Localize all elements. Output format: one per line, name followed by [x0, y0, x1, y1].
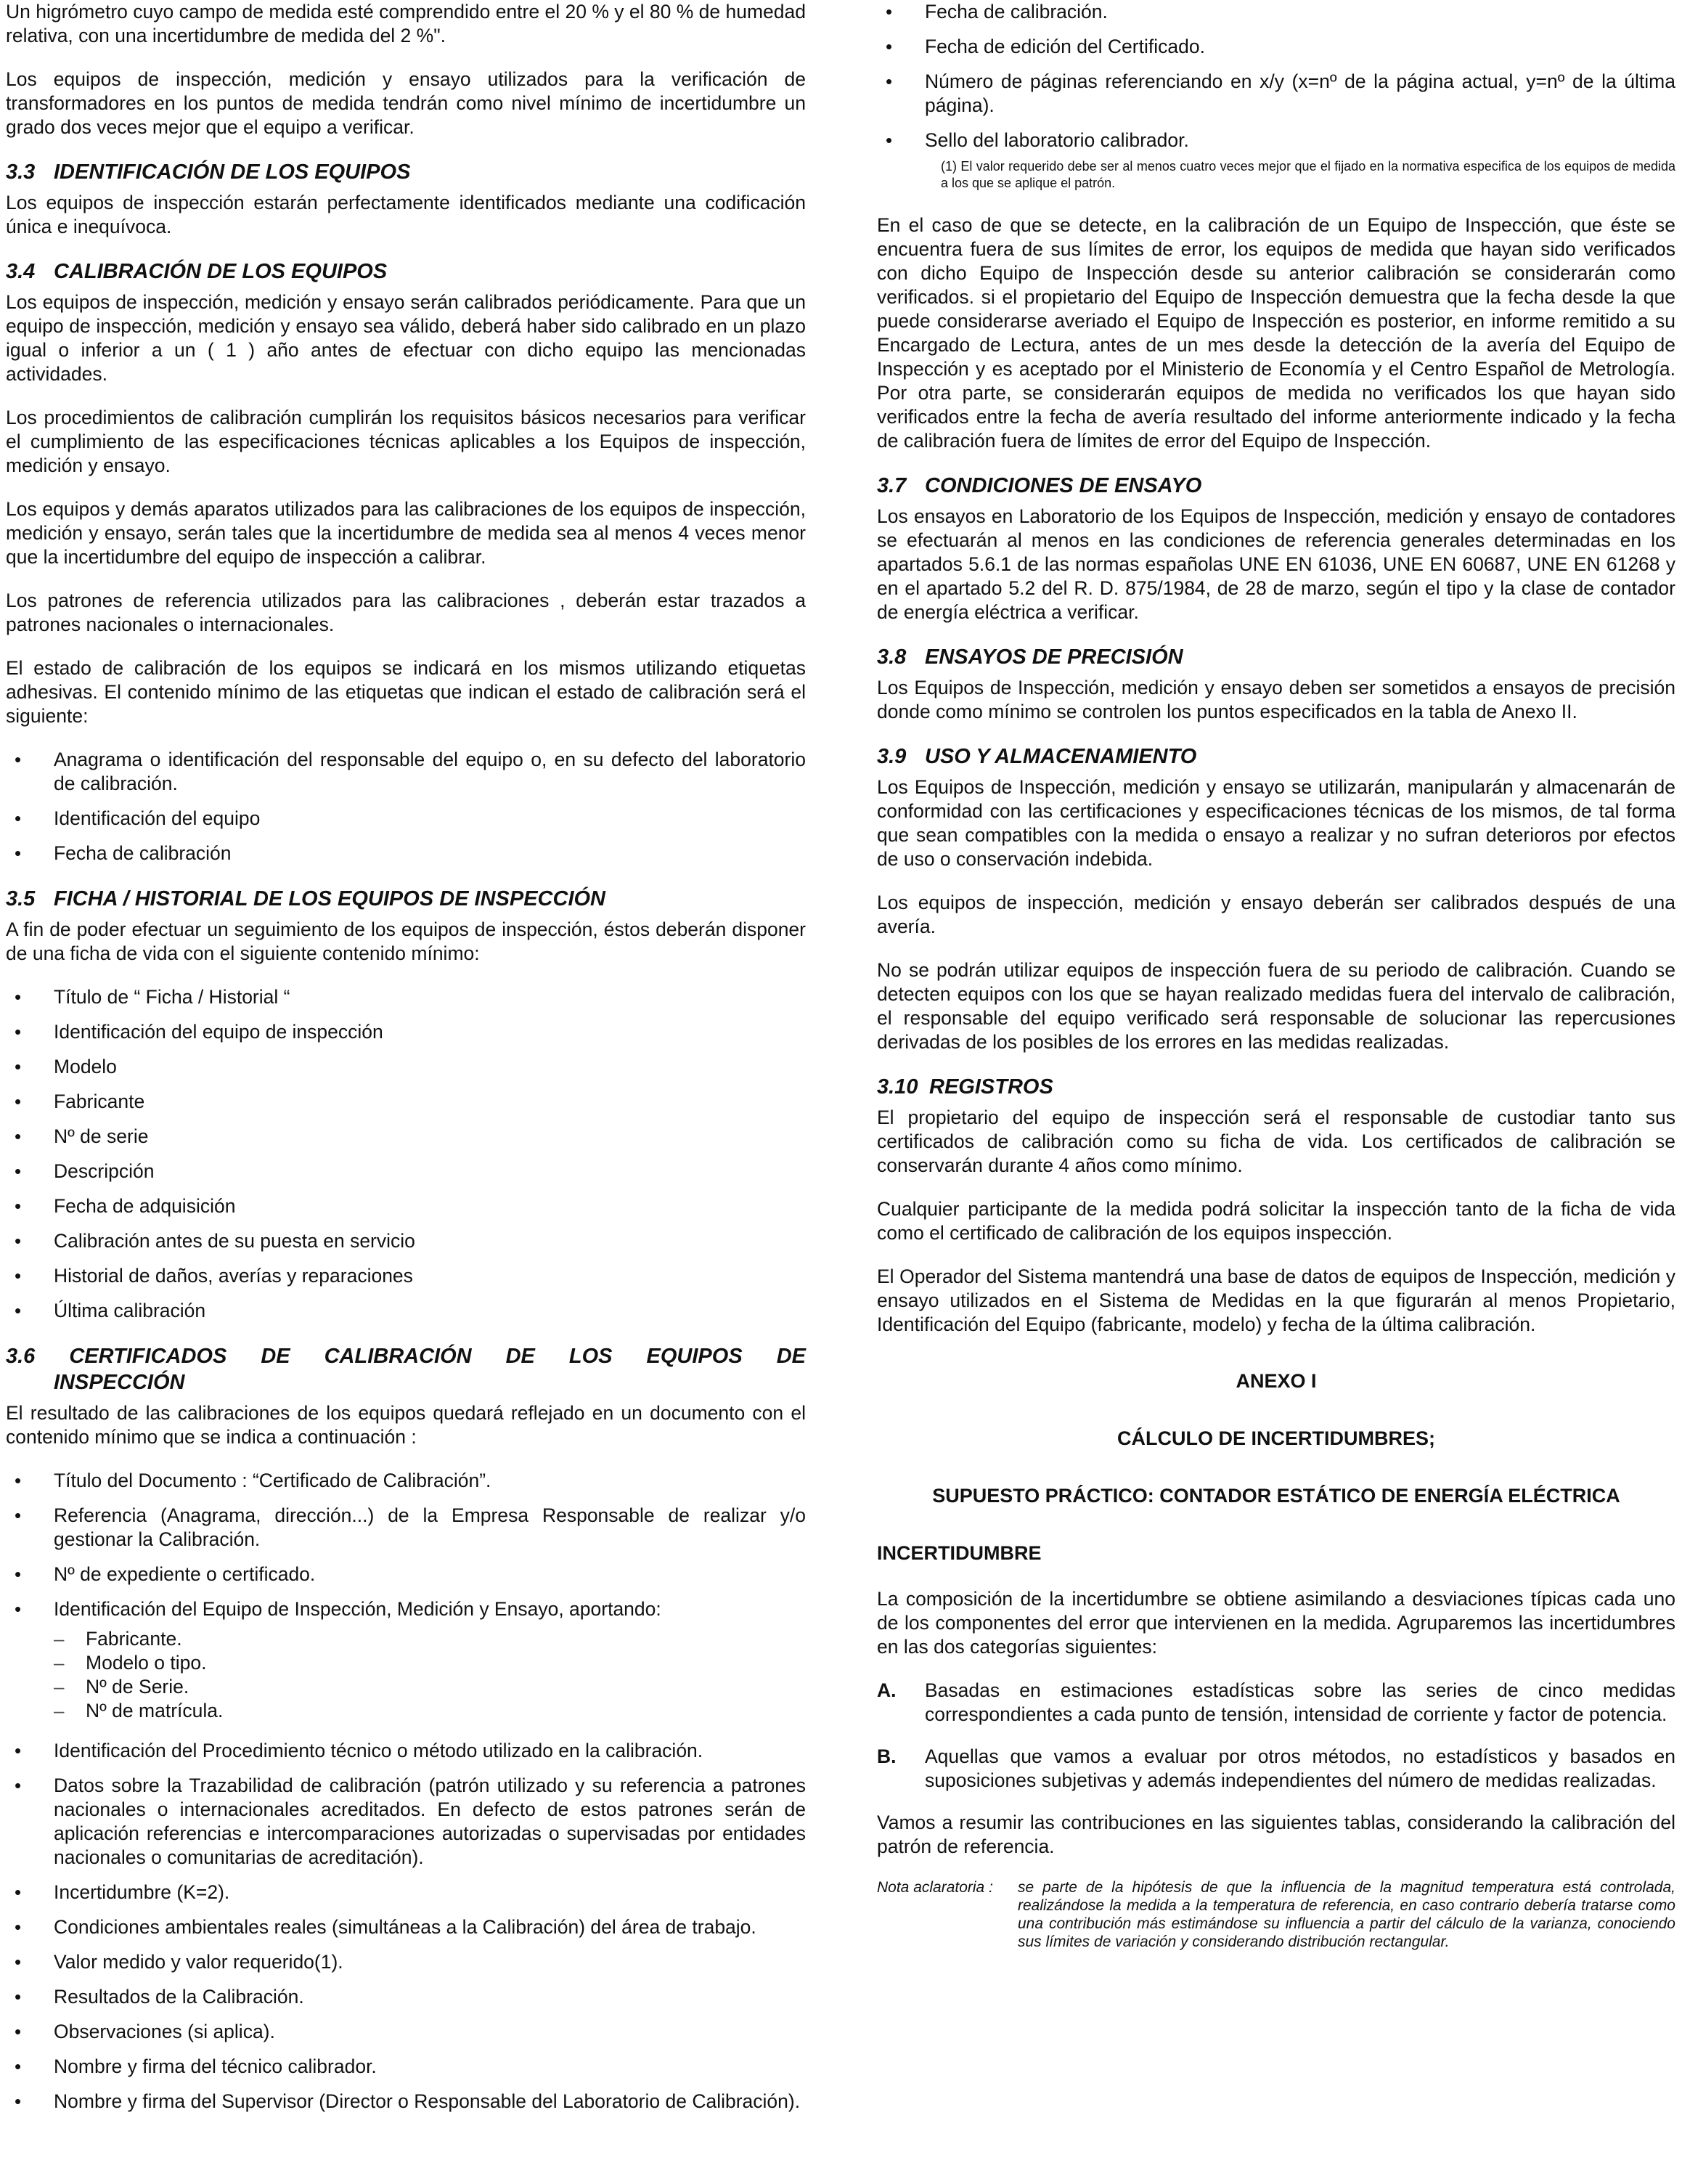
sublist-item: – Nº de matrícula.: [6, 1699, 806, 1723]
section-title-word: DE: [776, 1345, 806, 1368]
section-3-10-paragraph-3: El Operador del Sistema mantendrá una base de datos de equipos de Inspección, medición y ensayo utilizados en el Sistema de Medidas en la que figurarán al menos Propietario, Identificación del Equipo (fabricante, modelo) y fecha de la última calibración.: [877, 1266, 1675, 1335]
section-number: 3.6: [6, 1345, 36, 1368]
section-title-word: EQUIPOS: [646, 1345, 743, 1368]
section-3-7-heading: [877, 473, 1675, 499]
section-3-6-heading-line-2: INSPECCIÓN: [54, 1371, 185, 1394]
list-item: • Nombre y firma del técnico calibrador.: [6, 2055, 806, 2079]
list-item: • Identificación del equipo: [6, 807, 806, 831]
annex-subtitle: CÁLCULO DE INCERTIDUMBRES;: [1117, 1427, 1435, 1449]
list-item: • Título del Documento : “Certificado de Calibración”.: [6, 1469, 806, 1493]
section-title-word: LOS: [568, 1345, 613, 1368]
footnote: (1) El valor requerido debe ser al menos cuatro veces mejor que el fijado en la normativa especifica de los equipos de medida a los que se aplique el patrón.: [941, 159, 1675, 190]
section-3-4-paragraph-4: Los patrones de referencia utilizados para las calibraciones , deberán estar trazados a patrones nacionales o internacionales.: [6, 590, 806, 635]
category-b: [877, 1745, 1675, 1793]
section-number: 3.7: [877, 474, 907, 497]
annex-case-title: SUPUESTO PRÁCTICO: CONTADOR ESTÁTICO DE ENERGÍA ELÉCTRICA: [932, 1485, 1620, 1507]
list-item: • Sello del laboratorio calibrador.: [877, 129, 1675, 152]
annex-title: ANEXO I: [1236, 1370, 1317, 1392]
uncertainty-paragraph-2: Vamos a resumir las contribuciones en las siguientes tablas, considerando la calibración del patrón de referencia.: [877, 1812, 1675, 1857]
list-item: • Modelo: [6, 1055, 806, 1079]
list-item: • Valor medido y valor requerido(1).: [6, 1950, 806, 1974]
section-3-7-paragraph: Los ensayos en Laboratorio de los Equipos de Inspección, medición y ensayo de contadores se efectuarán al menos en las condiciones de referencia generales determinadas en los apartados 5.6.1 de las normas españolas UNE EN 61036, UNE EN 60687, UNE EN 61268 y en el apartado 5.2 del R. D. 875/1984, de 28 de marzo, según el tipo y la clase de contador de energía eléctrica a verificar.: [877, 505, 1675, 623]
section-3-4-paragraph-1: Los equipos de inspección, medición y ensayo serán calibrados periódicamente. Para que un equipo de inspección, medición y ensayo sea válido, deberá haber sido calibrado en un plazo igual o inferior a un ( 1 ) año antes de efectuar con dicho equipo las mencionadas actividades.: [6, 291, 806, 385]
section-3-8-heading: [877, 644, 1675, 670]
section-title-word: CALIBRACIÓN: [324, 1345, 472, 1368]
section-3-4-paragraph-5: El estado de calibración de los equipos se indicará en los mismos utilizando etiquetas adhesivas. El contenido mínimo de las etiquetas que indican el estado de calibración será el siguiente:: [6, 657, 806, 727]
section-3-9-paragraph-1: Los Equipos de Inspección, medición y ensayo se utilizarán, manipularán y almacenarán de conformidad con las certificaciones y especificaciones técnicas de los mismos, de tal forma que sean compatibles con la medida o ensayo a realizar y no sufran deterioros por efectos de uso o conservación indebida.: [877, 776, 1675, 870]
list-item: • Historial de daños, averías y reparaciones: [6, 1264, 806, 1288]
section-3-9-heading: [877, 743, 1675, 770]
section-number: 3.5: [6, 887, 36, 910]
section-title: CONDICIONES DE ENSAYO: [925, 474, 1202, 497]
section-title: IDENTIFICACIÓN DE LOS EQUIPOS: [54, 160, 411, 184]
section-3-6-paragraph: El resultado de las calibraciones de los equipos quedará reflejado en un documento con el contenido mínimo que se indica a continuación :: [6, 1402, 806, 1448]
category-letter: A.: [877, 1679, 897, 1701]
section-3-5-paragraph: A fin de poder efectuar un seguimiento de los equipos de inspección, éstos deberán disponer de una ficha de vida con el siguiente contenido mínimo:: [6, 918, 806, 964]
section-title-word: DE: [261, 1345, 290, 1368]
section-3-10-paragraph-1: El propietario del equipo de inspección será el responsable de custodiar tanto sus certificados de calibración como su ficha de vida. Los certificados de calibración se conservarán durante 4 años como mínimo.: [877, 1107, 1675, 1176]
list-item: • Nº de expediente o certificado.: [6, 1562, 806, 1586]
intro-paragraph-1: Un higrómetro cuyo campo de medida esté comprendido entre el 20 % y el 80 % de humedad relativa, con una incertidumbre de medida del 2 %".: [6, 1, 806, 46]
certificate-contents-list: [6, 1469, 806, 1621]
list-item: • Nº de serie: [6, 1125, 806, 1149]
section-number: 3.4: [6, 260, 36, 283]
section-title-word: DE: [505, 1345, 535, 1368]
category-a: [877, 1679, 1675, 1727]
list-item: • Datos sobre la Trazabilidad de calibración (patrón utilizado y su referencia a patrones nacionales o internacionales acreditados. En defecto de estos patrones serán de aplicación referencias e intercomparaciones autorizadas o supervisadas por entidades nacionales o comunitarias de acreditación).: [6, 1774, 806, 1870]
sublist-item: – Fabricante.: [6, 1627, 806, 1651]
left-column: [6, 0, 806, 2124]
clarifying-note: [877, 1878, 1675, 1951]
uncertainty-heading: INCERTIDUMBRE: [877, 1542, 1042, 1564]
list-item: • Fecha de adquisición: [6, 1194, 806, 1218]
defective-equipment-paragraph: En el caso de que se detecte, en la calibración de un Equipo de Inspección, que éste se encuentra fuera de sus límites de error, los equipos de medida que hayan sido verificados con dicho Equipo de Inspección desde su anterior calibración se considerarán como verificados. si el propietario del Equipo de Inspección demuestra que la fecha desde la que puede considerarse averiado el Equipo de Inspección es posterior, en informe remitido a su Encargado de Lectura, antes de un mes desde la detección de la avería del Equipo de Inspección y es aceptado por el Ministerio de Economía y el Centro Español de Metrología. Por otra parte, se considerarán equipos de medida no verificados los que hayan sido verificados entre la fecha de avería resultado del informe anteriormente indicado y la fecha de calibración fuera de límites de error del Equipo de Inspección.: [877, 214, 1675, 452]
list-item: • Identificación del equipo de inspección: [6, 1020, 806, 1044]
section-title: USO Y ALMACENAMIENTO: [925, 745, 1197, 768]
category-letter: B.: [877, 1745, 897, 1767]
list-item: • Fecha de edición del Certificado.: [877, 35, 1675, 59]
section-number: 3.9: [877, 745, 907, 768]
section-3-3-paragraph: Los equipos de inspección estarán perfectamente identificados mediante una codificación única e inequívoca.: [6, 192, 806, 237]
list-item: • Resultados de la Calibración.: [6, 1985, 806, 2009]
list-item: • Observaciones (si aplica).: [6, 2020, 806, 2044]
section-title: ENSAYOS DE PRECISIÓN: [925, 645, 1183, 669]
list-item: • Fabricante: [6, 1090, 806, 1114]
label-contents-list: [6, 748, 806, 865]
section-number: 3.8: [877, 645, 907, 669]
section-3-3-heading: [6, 159, 806, 185]
section-3-9-paragraph-2: Los equipos de inspección, medición y ensayo deberán ser calibrados después de una avería.: [877, 892, 1675, 937]
note-text: se parte de la hipótesis de que la influencia de la magnitud temperatura está controlada, realizándose la medida a la temperatura de referencia, en caso contrario debería tratarse como una contribución más estimándose su influencia a partir del cálculo de la varianza, conociendo sus límites de variación y considerando distribución rectangular.: [1018, 1879, 1675, 1950]
section-3-5-heading: [6, 886, 806, 912]
list-item: • Identificación del Equipo de Inspección, Medición y Ensayo, aportando:: [6, 1597, 806, 1621]
uncertainty-paragraph-1: La composición de la incertidumbre se obtiene asimilando a desviaciones típicas cada uno de los componentes del error que intervienen en la medida. Agruparemos las incertidumbres en las dos categorías siguientes:: [877, 1588, 1675, 1658]
section-3-4-paragraph-2: Los procedimientos de calibración cumplirán los requisitos básicos necesarios para verificar el cumplimiento de las especificaciones técnicas aplicables a los Equipos de inspección, medición y ensayo.: [6, 407, 806, 476]
section-3-9-paragraph-3: No se podrán utilizar equipos de inspección fuera de su periodo de calibración. Cuando se detecten equipos con los que se hayan realizado medidas fuera del intervalo de calibración, el responsable del equipo verificado será responsable de solucionar las repercusiones derivadas de los posibles de los errores en las medidas realizadas.: [877, 959, 1675, 1053]
section-3-6-heading: [6, 1343, 806, 1369]
section-3-8-paragraph: Los Equipos de Inspección, medición y ensayo deben ser sometidos a ensayos de precisión donde como mínimo se controlen los puntos especificados en la tabla de Anexo II.: [877, 677, 1675, 722]
certificate-contents-list-end: [877, 0, 1675, 152]
list-item: • Condiciones ambientales reales (simultáneas a la Calibración) del área de trabajo.: [6, 1915, 806, 1939]
section-3-10-paragraph-2: Cualquier participante de la medida podrá solicitar la inspección tanto de la ficha de vida como el certificado de calibración de los equipos inspección.: [877, 1198, 1675, 1244]
section-3-10-heading: [877, 1074, 1675, 1100]
certificate-contents-list-continued: [6, 1739, 806, 2114]
section-title-word: CERTIFICADOS: [69, 1345, 227, 1368]
list-item: • Fecha de calibración: [6, 842, 806, 865]
equipment-identification-sublist: [6, 1627, 806, 1723]
section-title: REGISTROS: [929, 1075, 1053, 1099]
right-column: [877, 0, 1675, 1951]
note-label: Nota aclaratoria :: [877, 1879, 993, 1896]
section-number: 3.10: [877, 1075, 918, 1099]
sublist-item: – Nº de Serie.: [6, 1675, 806, 1699]
list-item: • Identificación del Procedimiento técnico o método utilizado en la calibración.: [6, 1739, 806, 1763]
list-item: • Referencia (Anagrama, dirección...) de la Empresa Responsable de realizar y/o gestionar la Calibración.: [6, 1504, 806, 1552]
list-item: • Anagrama o identificación del responsable del equipo o, en su defecto del laboratorio de calibración.: [6, 748, 806, 796]
section-title: FICHA / HISTORIAL DE LOS EQUIPOS DE INSPECCIÓN: [54, 887, 606, 910]
list-item: • Número de páginas referenciando en x/y (x=nº de la página actual, y=nº de la última página).: [877, 70, 1675, 118]
list-item: • Fecha de calibración.: [877, 0, 1675, 24]
section-3-4-paragraph-3: Los equipos y demás aparatos utilizados para las calibraciones de los equipos de inspección, medición y ensayo, serán tales que la incertidumbre de medida sea al menos 4 veces menor que la incertidumbre del equipo de inspección a calibrar.: [6, 498, 806, 568]
intro-paragraph-2: Los equipos de inspección, medición y ensayo utilizados para la verificación de transformadores en los puntos de medida tendrán como nivel mínimo de incertidumbre un grado dos veces mejor que el equipo a verificar.: [6, 68, 806, 138]
list-item: • Incertidumbre (K=2).: [6, 1881, 806, 1904]
section-title: CALIBRACIÓN DE LOS EQUIPOS: [54, 260, 388, 283]
list-item: • Nombre y firma del Supervisor (Director o Responsable del Laboratorio de Calibración).: [6, 2090, 806, 2114]
sublist-item: – Modelo o tipo.: [6, 1651, 806, 1675]
list-item: • Descripción: [6, 1160, 806, 1183]
section-number: 3.3: [6, 160, 36, 184]
category-text: Aquellas que vamos a evaluar por otros métodos, no estadísticos y basados en suposiciones subjetivas y además independientes del número de medidas realizadas.: [925, 1745, 1675, 1791]
history-record-list: [6, 985, 806, 1323]
list-item: • Calibración antes de su puesta en servicio: [6, 1229, 806, 1253]
category-text: Basadas en estimaciones estadísticas sobre las series de cinco medidas correspondientes a cada punto de tensión, intensidad de corriente y factor de potencia.: [925, 1679, 1675, 1725]
list-item: • Título de “ Ficha / Historial “: [6, 985, 806, 1009]
section-3-4-heading: [6, 258, 806, 285]
list-item: • Última calibración: [6, 1299, 806, 1323]
